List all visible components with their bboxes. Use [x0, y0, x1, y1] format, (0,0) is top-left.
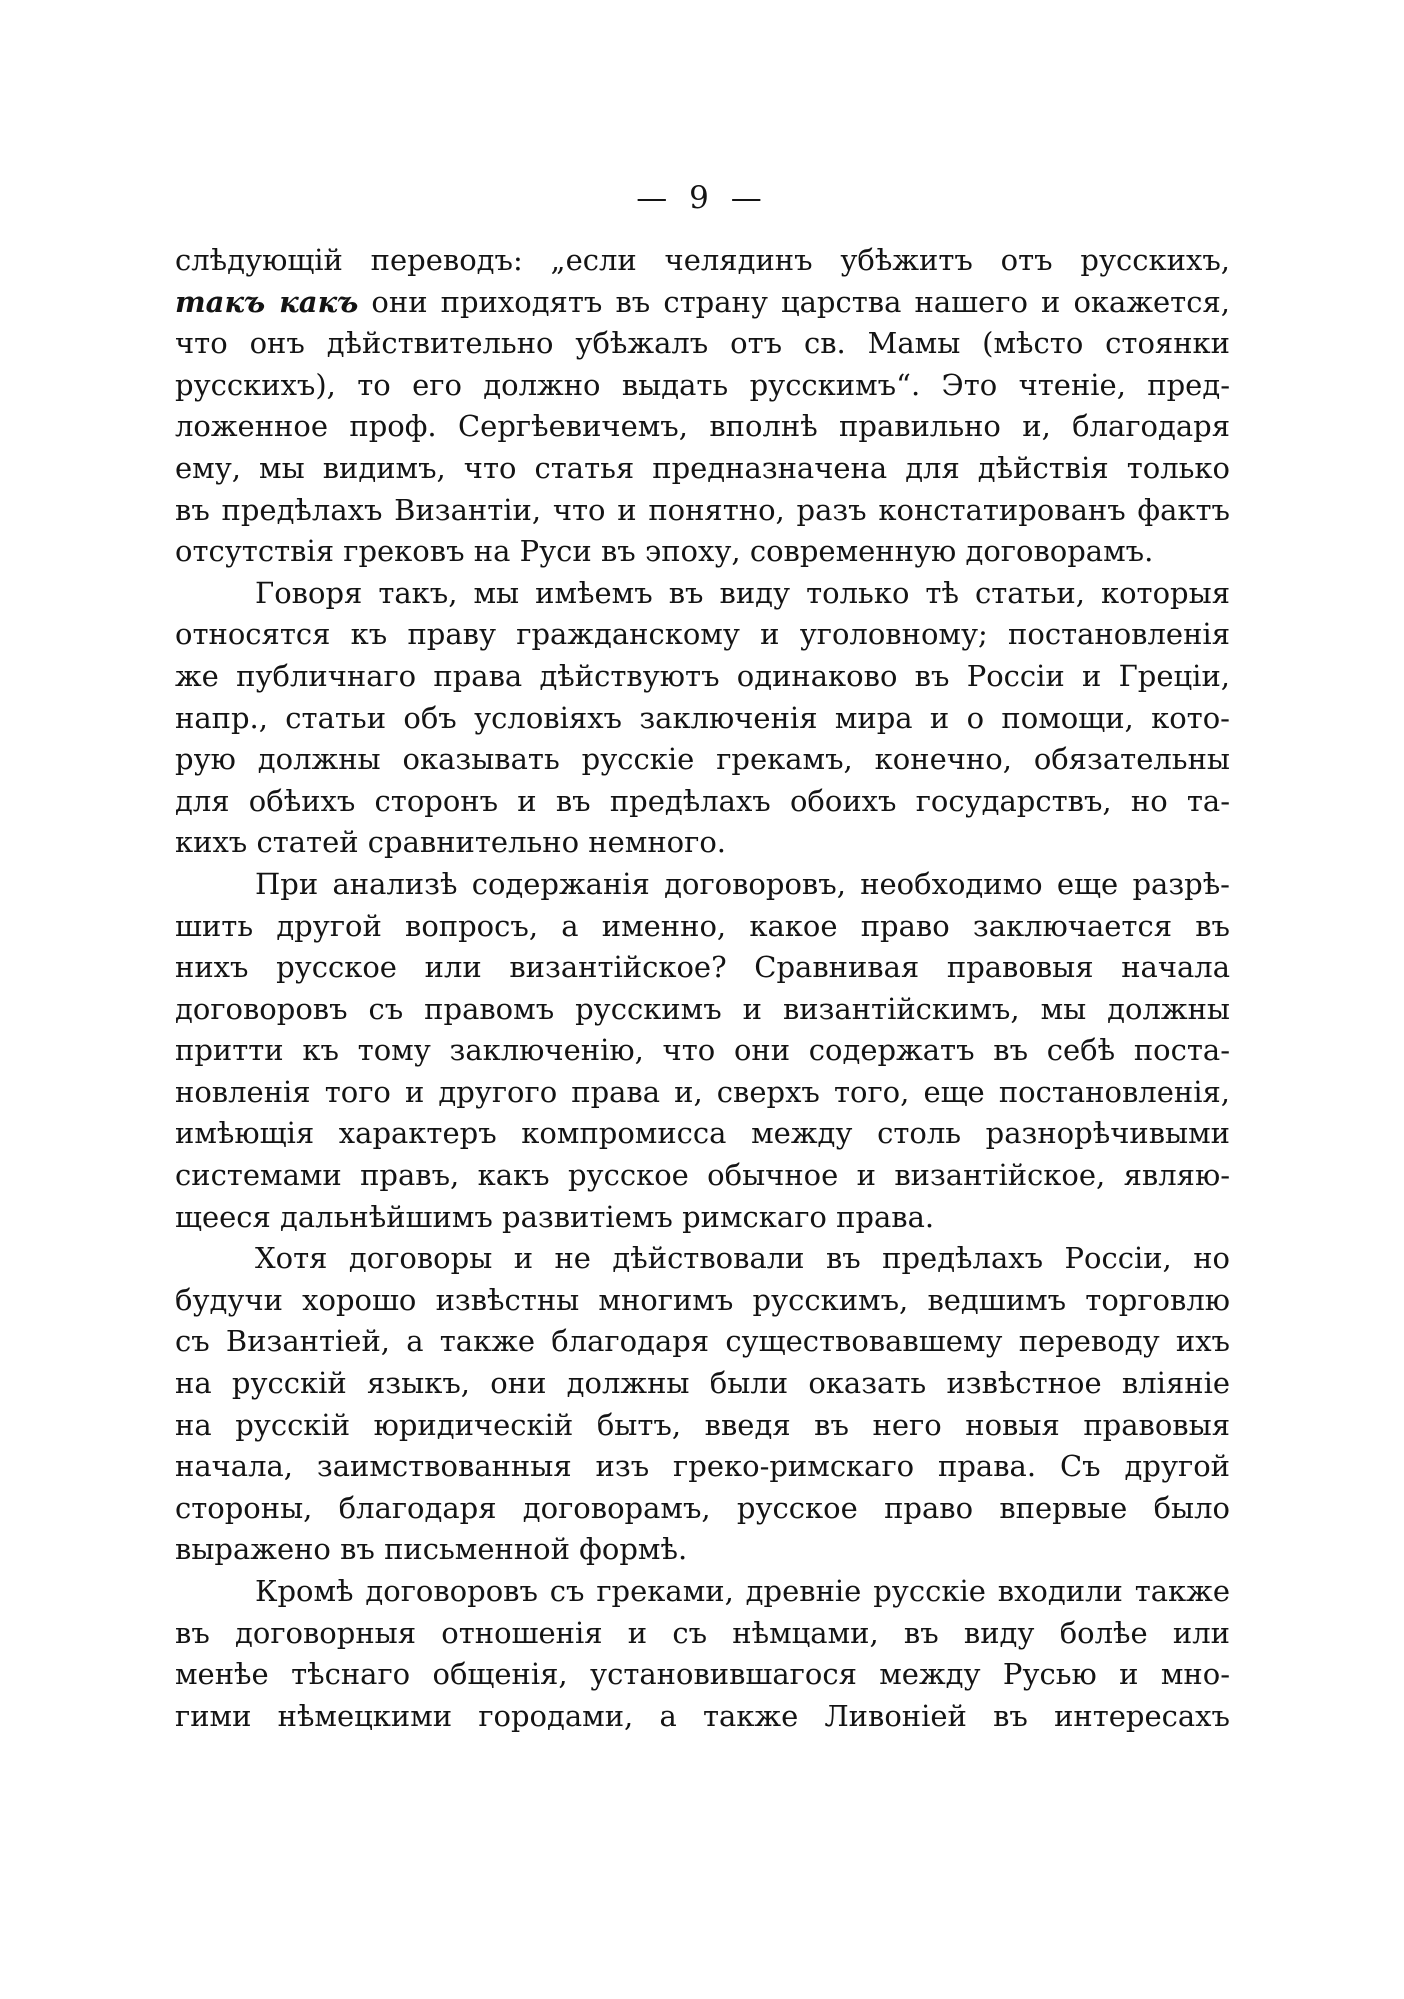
- text-line: гими нѣмецкими городами, а также Ливоніей въ интересахъ: [175, 1698, 1230, 1733]
- text-line: договоровъ съ правомъ русскимъ и византійскимъ, мы должны: [175, 991, 1230, 1026]
- text-line: системами правъ, какъ русское обычное и византійское, являю-: [175, 1158, 1230, 1193]
- text-line: выражено въ письменной формѣ.: [175, 1532, 688, 1567]
- text-line: слѣдующій переводъ: „если челядинъ убѣжитъ отъ русскихъ,: [175, 243, 1230, 277]
- text-line: рую должны оказывать русскіе грекамъ, конечно, обязательны: [175, 742, 1230, 777]
- text-line: для обѣихъ сторонъ и въ предѣлахъ обоихъ государствъ, но та-: [175, 783, 1230, 818]
- text-line: ложенное проф. Сергѣевичемъ, вполнѣ правильно и, благодаря: [175, 409, 1230, 444]
- text-line: русскихъ), то его должно выдать русскимъ“. Это чтеніе, пред-: [175, 367, 1230, 402]
- text-line: Говоря такъ, мы имѣемъ въ виду только тѣ статьи, которыя: [255, 575, 1230, 610]
- body-text: [175, 240, 1230, 1737]
- text-line: въ договорныя отношенія и съ нѣмцами, въ виду болѣе или: [175, 1615, 1230, 1650]
- text-line: относятся къ праву гражданскому и уголовному; постановленія: [175, 617, 1230, 652]
- text-line: кихъ статей сравнительно немного.: [175, 825, 727, 860]
- text-line: отсутствія грековъ на Руси въ эпоху, современную договорамъ.: [175, 534, 1154, 569]
- text-line: же публичнаго права дѣйствуютъ одинаково въ Россіи и Греціи,: [175, 658, 1230, 693]
- text-line: напр., статьи объ условіяхъ заключенія мира и о помощи, кото-: [175, 700, 1230, 735]
- text-line: щееся дальнѣйшимъ развитіемъ римскаго права.: [175, 1199, 935, 1234]
- page-number: — 9 —: [636, 180, 768, 216]
- text-line: на русскій юридическій бытъ, введя въ него новыя правовыя: [175, 1407, 1230, 1442]
- text-line: Кромѣ договоровъ съ греками, древніе русскіе входили также: [255, 1574, 1230, 1608]
- text-fragment: они приходятъ въ страну царства нашего и окажется,: [358, 284, 1230, 319]
- text-line: съ Византіей, а также благодаря существовавшему переводу ихъ: [175, 1324, 1230, 1359]
- text-line: что онъ дѣйствительно убѣжалъ отъ св. Мамы (мѣсто стоянки: [175, 326, 1230, 361]
- text-line: При анализѣ содержанія договоровъ, необходимо еще разрѣ-: [255, 866, 1230, 901]
- text-line: будучи хорошо извѣстны многимъ русскимъ, ведшимъ торговлю: [175, 1282, 1230, 1317]
- text-line: на русскій языкъ, они должны были оказать извѣстное вліяніе: [175, 1366, 1230, 1401]
- text-line: въ предѣлахъ Византіи, что и понятно, разъ констатированъ фактъ: [175, 492, 1230, 527]
- text-line: нихъ русское или византійское? Сравнивая правовыя начала: [175, 950, 1230, 985]
- paragraph-4: [175, 1238, 1230, 1571]
- text-line: Хотя договоры и не дѣйствовали въ предѣлахъ Россіи, но: [255, 1241, 1230, 1276]
- text-line: менѣе тѣснаго общенія, установившагося между Русью и мно-: [175, 1657, 1230, 1692]
- text-line: шить другой вопросъ, а именно, какое право заключается въ: [175, 908, 1230, 943]
- text-line: новленія того и другого права и, сверхъ того, еще постановленія,: [175, 1074, 1230, 1109]
- text-line: начала, заимствованныя изъ греко-римскаго права. Съ другой: [175, 1449, 1230, 1484]
- paragraph-3: [175, 864, 1230, 1238]
- paragraph-2: [175, 573, 1230, 864]
- text-line: притти къ тому заключенію, что они содержатъ въ себѣ поста-: [175, 1033, 1230, 1068]
- paragraph-1: [175, 240, 1230, 573]
- text-line: стороны, благодаря договорамъ, русское право впервые было: [175, 1490, 1230, 1525]
- paragraph-5: [175, 1571, 1230, 1737]
- emphasis-text: такъ какъ: [175, 284, 359, 319]
- text-line: ему, мы видимъ, что статья предназначена для дѣйствія только: [175, 450, 1230, 485]
- text-line: имѣющія характеръ компромисса между столь разнорѣчивыми: [175, 1116, 1230, 1151]
- text-line: [175, 282, 1230, 324]
